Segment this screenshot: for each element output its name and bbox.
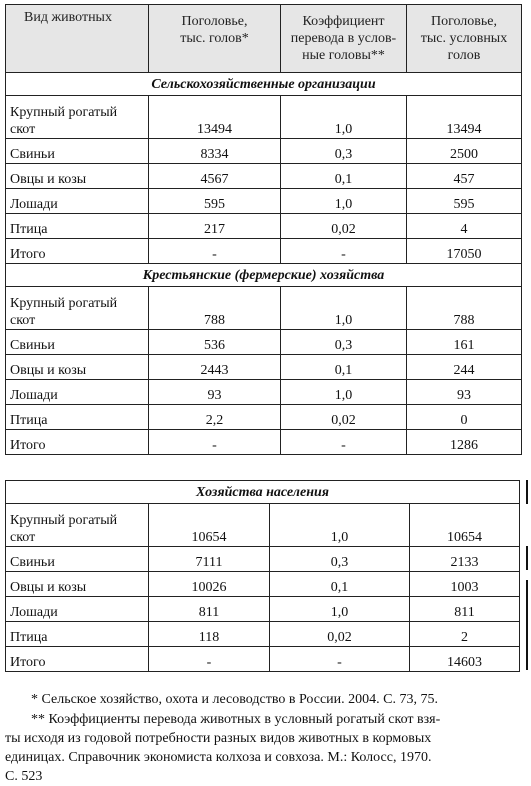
conditional-heads-cell: 788 [407,287,522,330]
col-header-heads: Поголовье, тыс. голов* [149,5,281,73]
table-row [6,622,520,647]
footnote-1: * Сельское хозяйство, охота и лесоводство в России. 2004. С. 73, 75. [31,692,438,707]
heads-cell: 7111 [149,547,270,572]
livestock-table-lower [5,480,520,672]
animal-name-cell: Птица [6,214,149,239]
table-row [6,504,520,547]
conditional-heads-cell: 4 [407,214,522,239]
footnote-2: ** Коэффициенты перевода животных в условный рогатый скот взя- [31,712,441,727]
heads-cell: 8334 [149,139,281,164]
conditional-heads-cell: 161 [407,330,522,355]
table-row [6,139,522,164]
livestock-table-upper [5,4,522,455]
heads-cell: - [149,239,281,264]
conditional-heads-cell: 93 [407,380,522,405]
animal-name-cell: Крупный рогатый скот [6,96,149,139]
coefficient-cell: 0,1 [281,355,407,380]
heads-cell: - [149,430,281,455]
conditional-heads-cell: 244 [407,355,522,380]
coefficient-cell: - [270,647,410,672]
animal-name-cell: Овцы и козы [6,572,149,597]
coefficient-cell: 0,1 [270,572,410,597]
animal-name-cell: Овцы и козы [6,164,149,189]
table-row [6,597,520,622]
footnote-2-cont: ты исходя из годовой потребности разных видов животных в кормовых [5,731,432,746]
heads-cell: 13494 [149,96,281,139]
conditional-heads-cell: 17050 [407,239,522,264]
section-title-row [6,73,522,96]
footnote-2-cont: единицах. Справочник экономиста колхоза и совхоза. М.: Колосс, 1970. [5,750,432,765]
col-header-animal: Вид животных [6,5,149,73]
table-row [6,287,522,330]
col-header-coefficient: Коэффициент перевода в услов- ные головы** [281,5,407,73]
coefficient-cell: 0,3 [270,547,410,572]
conditional-heads-cell: 14603 [410,647,520,672]
col-header-conditional-heads: Поголовье, тыс. условных голов [407,5,522,73]
page-edge-mark [526,480,528,504]
coefficient-cell: 0,02 [281,214,407,239]
heads-cell: 118 [149,622,270,647]
table-row [6,189,522,214]
coefficient-cell: 1,0 [281,287,407,330]
conditional-heads-cell: 1286 [407,430,522,455]
animal-name-cell: Птица [6,405,149,430]
animal-name-cell: Свиньи [6,139,149,164]
coefficient-cell: 0,02 [270,622,410,647]
section-title-row [6,481,520,504]
heads-cell: - [149,647,270,672]
table-row [6,214,522,239]
conditional-heads-cell: 2133 [410,547,520,572]
coefficient-cell: 1,0 [281,96,407,139]
coefficient-cell: 0,1 [281,164,407,189]
section-peasant-farms [6,264,522,455]
table-row [6,380,522,405]
section-households [6,481,520,672]
table-row [6,405,522,430]
coefficient-cell: - [281,430,407,455]
heads-cell: 595 [149,189,281,214]
animal-name-cell: Свиньи [6,330,149,355]
heads-cell: 10654 [149,504,270,547]
page-edge-mark [526,580,528,670]
table-row [6,572,520,597]
heads-cell: 2443 [149,355,281,380]
animal-name-cell: Свиньи [6,547,149,572]
coefficient-cell: 0,3 [281,139,407,164]
table-header-row [6,5,522,73]
section-title-row [6,264,522,287]
conditional-heads-cell: 1003 [410,572,520,597]
animal-name-cell: Птица [6,622,149,647]
heads-cell: 4567 [149,164,281,189]
conditional-heads-cell: 595 [407,189,522,214]
heads-cell: 536 [149,330,281,355]
heads-cell: 788 [149,287,281,330]
coefficient-cell: 1,0 [270,504,410,547]
heads-cell: 217 [149,214,281,239]
footnote-2-cont: С. 523 [5,769,43,784]
coefficient-cell: 1,0 [270,597,410,622]
table-row [6,430,522,455]
table-row [6,330,522,355]
animal-name-cell: Крупный рогатый скот [6,504,149,547]
heads-cell: 811 [149,597,270,622]
table-row [6,164,522,189]
table-row [6,355,522,380]
page-edge-mark [526,546,528,570]
conditional-heads-cell: 10654 [410,504,520,547]
coefficient-cell: 0,02 [281,405,407,430]
animal-name-cell: Лошади [6,189,149,214]
section-title: Хозяйства населения [6,481,520,504]
table-row [6,547,520,572]
coefficient-cell: 0,3 [281,330,407,355]
animal-name-cell: Лошади [6,597,149,622]
table-row [6,239,522,264]
conditional-heads-cell: 457 [407,164,522,189]
coefficient-cell: 1,0 [281,380,407,405]
table-row [6,647,520,672]
conditional-heads-cell: 0 [407,405,522,430]
table-row [6,96,522,139]
section-title: Крестьянские (фермерские) хозяйства [6,264,522,287]
animal-name-cell: Овцы и козы [6,355,149,380]
conditional-heads-cell: 2500 [407,139,522,164]
heads-cell: 2,2 [149,405,281,430]
heads-cell: 93 [149,380,281,405]
section-agricultural-organizations [6,73,522,264]
animal-name-cell: Итого [6,647,149,672]
animal-name-cell: Итого [6,239,149,264]
conditional-heads-cell: 13494 [407,96,522,139]
coefficient-cell: 1,0 [281,189,407,214]
heads-cell: 10026 [149,572,270,597]
conditional-heads-cell: 811 [410,597,520,622]
animal-name-cell: Лошади [6,380,149,405]
animal-name-cell: Итого [6,430,149,455]
conditional-heads-cell: 2 [410,622,520,647]
section-title: Сельскохозяйственные организации [6,73,522,96]
animal-name-cell: Крупный рогатый скот [6,287,149,330]
coefficient-cell: - [281,239,407,264]
